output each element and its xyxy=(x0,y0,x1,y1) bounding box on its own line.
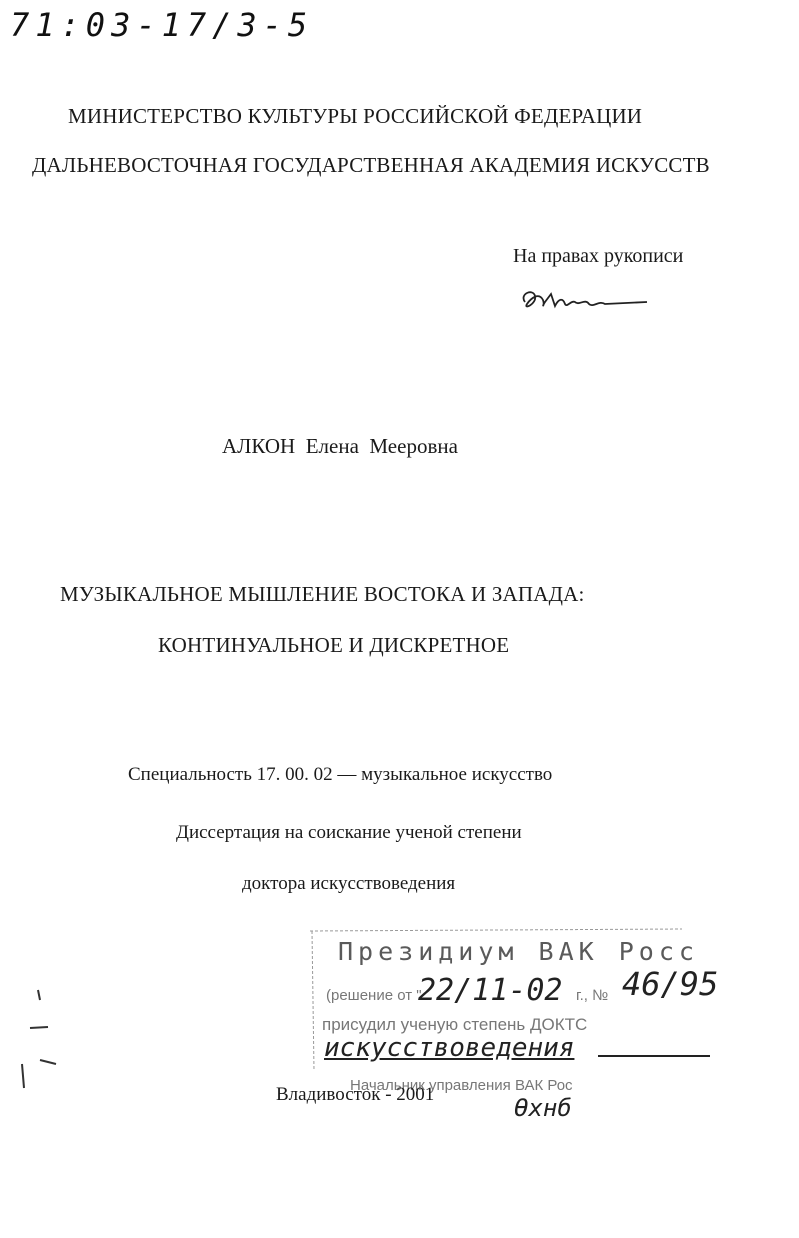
dissertation-line1: Диссертация на соискание ученой степени xyxy=(176,822,522,843)
stamp-awarded-label: присудил ученую степень ДОКТС xyxy=(322,1015,588,1034)
stamp-field-handwritten: искусствоведения xyxy=(324,1033,575,1063)
dissertation-line2: доктора искусствоведения xyxy=(242,873,456,894)
manuscript-note: На правах рукописи xyxy=(513,245,684,267)
margin-tick-icon xyxy=(18,980,58,1090)
academy-name: ДАЛЬНЕВОСТОЧНАЯ ГОСУДАРСТВЕННАЯ АКАДЕМИЯ ИСКУССТВ xyxy=(32,153,710,177)
stamp-chief-label: Начальник управления ВАК Рос xyxy=(350,1077,573,1094)
stamp-signature-dash xyxy=(598,1055,710,1057)
stamp-title: Президиум ВАК Росс xyxy=(338,937,699,966)
signature-text xyxy=(539,286,591,305)
city-year: Владивосток - 2001 xyxy=(276,1084,435,1105)
ministry-name: МИНИСТЕРСТВО КУЛЬТУРЫ РОССИЙСКОЙ ФЕДЕРАЦИИ xyxy=(68,104,643,128)
author-signature xyxy=(515,280,655,320)
thesis-title-line1: МУЗЫКАЛЬНОЕ МЫШЛЕНИЕ ВОСТОКА И ЗАПАДА: xyxy=(60,582,585,606)
thesis-title-line2: КОНТИНУАЛЬНОЕ И ДИСКРЕТНОЕ xyxy=(158,633,510,657)
archive-code: 71:03-17/3-5 xyxy=(10,6,314,44)
stamp-decision-label: (решение от " xyxy=(326,987,422,1004)
stamp-year-suffix: г., № xyxy=(576,987,609,1004)
author-name: АЛКОН Елена Мееровна xyxy=(222,434,458,458)
specialty: Специальность 17. 00. 02 — музыкальное искусство xyxy=(128,764,553,785)
vak-stamp xyxy=(306,925,719,1094)
stamp-decision-date: 22/11-02 xyxy=(418,973,563,1008)
margin-marks xyxy=(18,980,58,1090)
stamp-decision-number: 46/95 xyxy=(622,965,719,1003)
stamp-chief-signature: Ѳхнб xyxy=(514,1094,572,1122)
